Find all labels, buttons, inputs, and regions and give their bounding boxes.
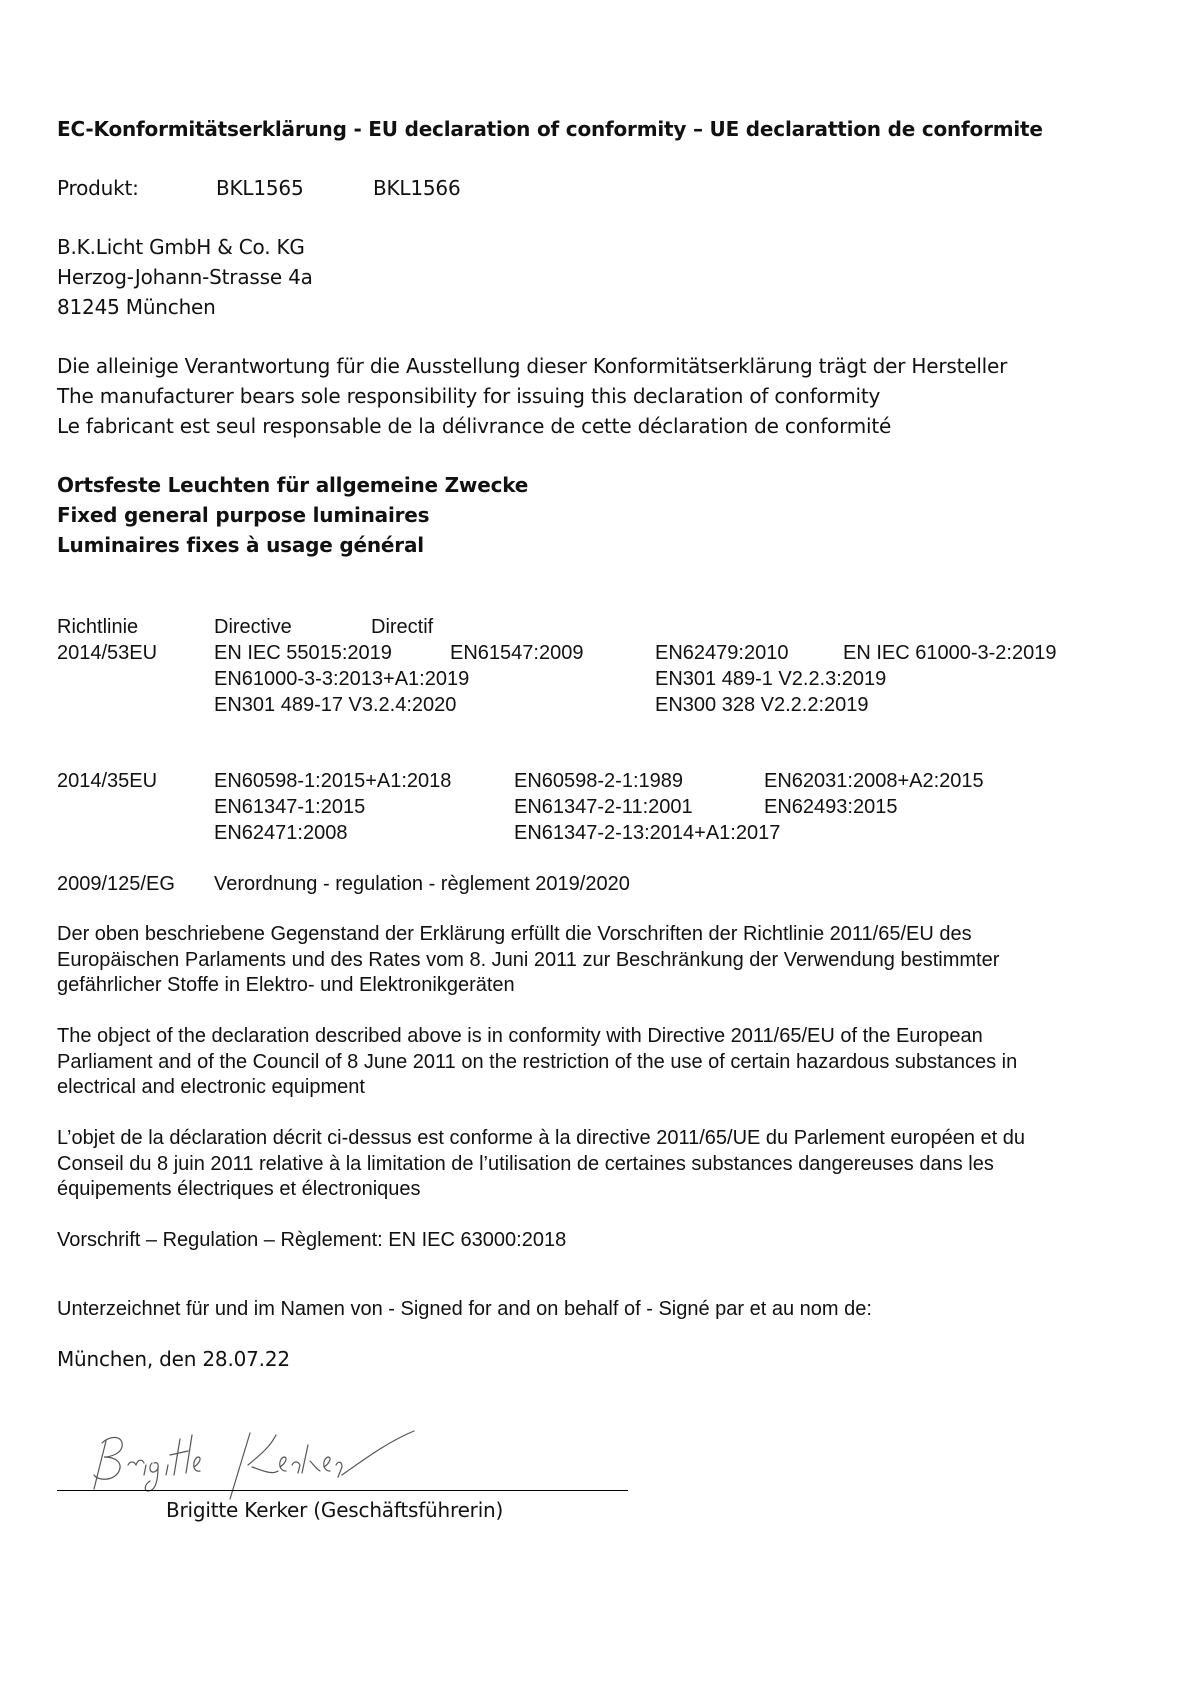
standard: EN62479:2010 bbox=[655, 642, 789, 664]
responsibility-line: The manufacturer bears sole responsibility for issuing this declaration of conformity bbox=[57, 384, 881, 408]
standard: EN300 328 V2.2.2:2019 bbox=[655, 694, 869, 716]
address-line: Herzog-Johann-Strasse 4a bbox=[57, 265, 313, 289]
standard: EN IEC 55015:2019 bbox=[214, 642, 392, 664]
address-line: B.K.Licht GmbH & Co. KG bbox=[57, 235, 305, 259]
rohs-line: Parliament and of the Council of 8 June 2011 on the restriction of the use of certain hazardous substances in bbox=[57, 1051, 1018, 1073]
product-model: BKL1566 bbox=[373, 176, 461, 200]
category-line: Luminaires fixes à usage général bbox=[57, 533, 424, 557]
signed-on-behalf: Unterzeichnet für und im Namen von - Signed for and on behalf of - Signé par et au nom de: bbox=[57, 1298, 872, 1320]
standard: EN61347-2-13:2014+A1:2017 bbox=[514, 822, 781, 844]
directive-code: 2014/35EU bbox=[57, 770, 158, 792]
category-line: Ortsfeste Leuchten für allgemeine Zwecke bbox=[57, 473, 529, 497]
standard: EN301 489-17 V3.2.4:2020 bbox=[214, 694, 457, 716]
standard: EN62493:2015 bbox=[764, 796, 898, 818]
category-line: Fixed general purpose luminaires bbox=[57, 503, 430, 527]
standard: EN60598-2-1:1989 bbox=[514, 770, 684, 792]
signature-line bbox=[57, 1490, 628, 1491]
rohs-line: Conseil du 8 juin 2011 relative à la limitation de l’utilisation de certaines substances dangereuses dans les bbox=[57, 1153, 994, 1175]
standard: EN62031:2008+A2:2015 bbox=[764, 770, 984, 792]
address-line: 81245 München bbox=[57, 295, 216, 319]
rohs-line: The object of the declaration described above is in conformity with Directive 2011/65/EU of the European bbox=[57, 1025, 983, 1047]
rohs-line: electrical and electronic equipment bbox=[57, 1076, 365, 1098]
rohs-line: L’objet de la déclaration décrit ci-dessus est conforme à la directive 2011/65/UE du Parlement européen et du bbox=[57, 1127, 1025, 1149]
standard: EN61000-3-3:2013+A1:2019 bbox=[214, 668, 470, 690]
directive-code: 2014/53EU bbox=[57, 642, 158, 664]
place-date: München, den 28.07.22 bbox=[57, 1347, 290, 1371]
document-title: EC-Konformitätserklärung - EU declaration of conformity – UE declarattion de conformite bbox=[57, 117, 1043, 141]
standard: EN301 489-1 V2.2.3:2019 bbox=[655, 668, 887, 690]
standard: EN61347-2-11:2001 bbox=[514, 796, 693, 818]
directive-header: Richtlinie bbox=[57, 616, 139, 638]
rohs-line: Europäischen Parlaments und des Rates vom 8. Juni 2011 zur Beschränkung der Verwendung bestimmter bbox=[57, 949, 1000, 971]
rohs-line: Der oben beschriebene Gegenstand der Erklärung erfüllt die Vorschriften der Richtlinie 2011/65/EU des bbox=[57, 923, 972, 945]
responsibility-line: Le fabricant est seul responsable de la délivrance de cette déclaration de conformité bbox=[57, 414, 892, 438]
standard: EN61547:2009 bbox=[450, 642, 584, 664]
responsibility-line: Die alleinige Verantwortung für die Ausstellung dieser Konformitätserklärung trägt der Hersteller bbox=[57, 354, 1008, 378]
signatory-name: Brigitte Kerker (Geschäftsführerin) bbox=[166, 1498, 504, 1522]
rohs-line: gefährlicher Stoffe in Elektro- und Elektronikgeräten bbox=[57, 974, 515, 996]
directive-header: Directive bbox=[214, 616, 292, 638]
directive-code: 2009/125/EG bbox=[57, 873, 175, 895]
standard: EN IEC 61000-3-2:2019 bbox=[843, 642, 1057, 664]
standard: EN60598-1:2015+A1:2018 bbox=[214, 770, 452, 792]
product-label: Produkt: bbox=[57, 176, 139, 200]
rohs-line: équipements électriques et électroniques bbox=[57, 1178, 421, 1200]
standard: EN61347-1:2015 bbox=[214, 796, 366, 818]
directive-header: Directif bbox=[371, 616, 434, 638]
standard: EN62471:2008 bbox=[214, 822, 348, 844]
regulation-text: Verordnung - regulation - règlement 2019/2020 bbox=[214, 873, 630, 895]
regulation-line: Vorschrift – Regulation – Règlement: EN IEC 63000:2018 bbox=[57, 1229, 567, 1251]
product-model: BKL1565 bbox=[216, 176, 304, 200]
